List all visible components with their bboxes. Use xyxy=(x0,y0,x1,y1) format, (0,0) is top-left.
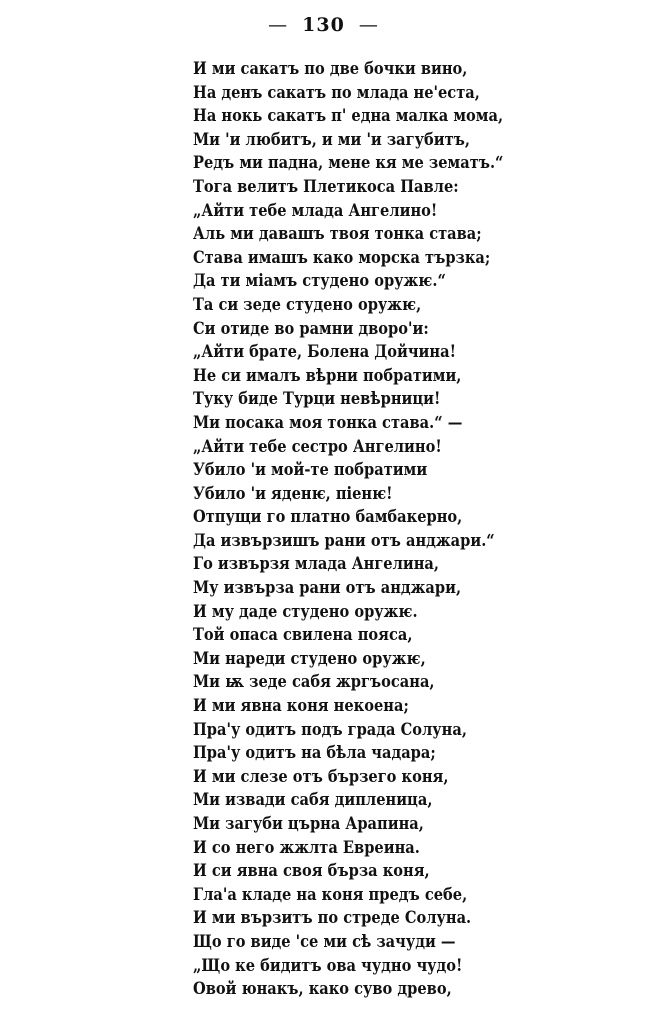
poem-line: И си явна своя бърза коня, xyxy=(193,861,430,882)
poem-line: Гла'а кладе на коня предъ себе, xyxy=(193,884,468,905)
poem-line: И ми сакатъ по две бочки вино, xyxy=(193,59,468,79)
poem-line: И ми явна коня некоена; xyxy=(193,696,409,717)
poem-line: И му даде студено оружѥ. xyxy=(193,601,418,622)
poem-line: Овой юнакъ, како суво древо, xyxy=(193,979,452,1000)
header-dash-right: — xyxy=(358,14,379,36)
poem-line: „Що ке бидитъ ова чудно чудо! xyxy=(193,955,463,976)
poem-line: Го извързя млада Ангелина, xyxy=(193,554,440,575)
poem-text xyxy=(193,58,633,1002)
poem-line: На нокь сакатъ п' една малка мома, xyxy=(193,106,504,127)
poem-line: Не си ималъ вѣрни побратими, xyxy=(193,365,462,386)
poem-line: Си отиде во рамни дворо'и: xyxy=(193,318,429,339)
poem-line: Ми 'и любитъ, и ми 'и загубитъ, xyxy=(193,129,470,150)
poem-line: Туку биде Турци невѣрници! xyxy=(193,389,441,410)
poem-line: Та си зеде студено оружѥ, xyxy=(193,294,422,315)
poem-line: Му извърза рани отъ анджари, xyxy=(193,578,462,599)
poem-line: „Айти брате, Болена Дойчина! xyxy=(193,342,456,363)
poem-line: Да ти міамъ студено оружѥ.“ xyxy=(193,271,446,292)
poem-line: Аль ми давашъ твоя тонка става; xyxy=(193,224,482,245)
poem-line: Ми извади сабя дипленица, xyxy=(193,790,433,811)
page-header xyxy=(0,14,647,36)
poem-line: И ми вързитъ по стреде Солуна. xyxy=(193,908,472,929)
poem-line: Той опаса свилена пояса, xyxy=(193,625,413,646)
poem-line: Ми посака моя тонка става.“ — xyxy=(193,412,463,433)
poem-line: Ми загуби църна Арапина, xyxy=(193,814,424,834)
poem-line: Редъ ми падна, мене кя ме зематъ.“ xyxy=(193,153,504,174)
poem-line: Тога велитъ Плетикоса Павле: xyxy=(193,176,459,197)
poem-line: Ми нареди студено оружѥ, xyxy=(193,648,426,669)
poem-line: Убило 'и яденѥ, піенѥ! xyxy=(193,483,393,504)
poem-line: Става имашъ како морска тързка; xyxy=(193,247,491,268)
poem-line: И со него жжлта Евреина. xyxy=(193,837,420,858)
poem-line: Пра'у одитъ подъ града Солуна, xyxy=(193,719,467,740)
poem-line: „Айти тебе млада Ангелино! xyxy=(193,200,438,221)
poem-line: Да извързишъ рани отъ анджари.“ xyxy=(193,530,495,551)
poem-line: „Айти тебе сестро Ангелино! xyxy=(193,436,442,457)
poem-line: Що го виде 'се ми сѣ зачуди — xyxy=(193,931,456,952)
poem-line: Ми ѭ зеде сабя жргъосана, xyxy=(193,672,435,693)
poem-line: И ми слезе отъ бързего коня, xyxy=(193,766,449,787)
poem-line: Пра'у одитъ на бѣла чадара; xyxy=(193,743,436,764)
page-number: 130 xyxy=(302,14,345,36)
poem-line: Отпущи го платно бамбакерно, xyxy=(193,507,463,528)
poem-line: На денъ сакатъ по млада не'еста, xyxy=(193,82,480,103)
poem-line: Убило 'и мой-те побратими xyxy=(193,460,428,481)
header-dash-left: — xyxy=(268,14,289,36)
